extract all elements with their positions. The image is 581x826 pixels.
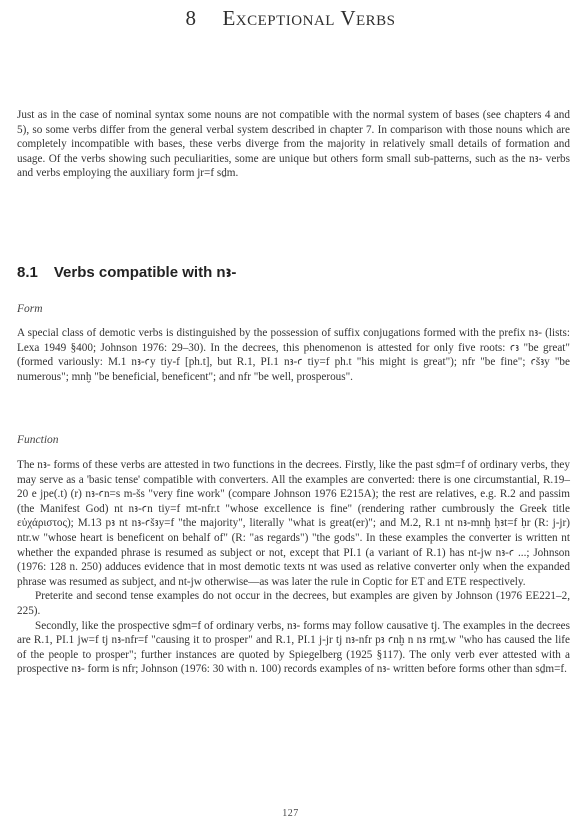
- function-paragraph-2: Preterite and second tense examples do not occur in the decrees, but examples are given by Johnson (1976 EE221–2, 225).: [17, 590, 570, 617]
- function-paragraph-3: Secondly, like the prospective sḏm=f of ordinary verbs, nꜣ- forms may follow causative tj. The examples in the decrees are R.1, PI.1 jw=f tj nꜣ-nfr=f "causing it to prosper" and R.1, PI.1 j-jr tj nꜣ-nfr pꜣ ꜥnḫ n nꜣ rmṯ.w "who has caused the life of the people to prosper"; further instances are quoted by Spiegelberg (1925 §117). The only verb ever attested with a prospective nꜣ- form is nfr; Johnson (1976: 30 with n. 100) records examples of nꜣ- written before forms other than sḏm=f.: [17, 619, 570, 676]
- section-number: 8.1: [17, 264, 38, 281]
- chapter-name: Exceptional Verbs: [222, 6, 396, 30]
- intro-paragraph: Just as in the case of nominal syntax some nouns are not compatible with the normal system of bases (see chapters 4 and 5), so some verbs differ from the general verbal system described in chapter 7. In comparison with those nouns which are completely incompatible with bases, these verbs diverge from the majority in relatively small details of formation and usage. Of the verbs showing such peculiarities, some are unique but others form small sub-patterns, such as the nꜣ- verbs and verbs employing the auxiliary form jr=f sḏm.: [17, 109, 570, 180]
- form-heading: Form: [17, 303, 43, 315]
- function-heading: Function: [17, 434, 59, 446]
- section-heading: [17, 263, 236, 281]
- function-text: [17, 458, 570, 677]
- form-paragraph: A special class of demotic verbs is distinguished by the possession of suffix conjugations formed with the prefix nꜣ- (lists: Lexa 1949 §400; Johnson 1976: 29–30). In the decrees, this phenomenon is attested for only five roots: ꜥꜣ "be great" (formed variously: M.1 nꜣ-ꜥy tiy-f [ph.t], but R.1, PI.1 nꜣ-ꜥ tiy=f ph.t "his might is great"); nfr "be fine"; ꜥšꜣy "be numerous"; mnḫ "be beneficial, beneficent"; and nfr "be well, prosperous".: [17, 327, 570, 383]
- chapter-title: [0, 6, 581, 31]
- intro-text: [17, 108, 570, 181]
- chapter-number: 8: [185, 6, 197, 30]
- form-text: [17, 326, 570, 384]
- page-number: 127: [282, 808, 299, 819]
- function-paragraph-1: The nꜣ- forms of these verbs are attested in two functions in the decrees. Firstly, like the past sḏm=f of ordinary verbs, they may serve as a 'basic tense' compatible with converters. All the examples are converted: there is one circumstantial, R.19–20 e jpe(.t) (r) nꜣ-ꜥn=s m-šs "very fine work" (compare Johnson 1976 E215A); the rest are relatives, e.g. R.2 and passim (the Manifest God) nt nꜣ-ꜥn tiy=f mt-nfr.t "whose excellence is fine" (rendering rather cumbrously the Greek title εὐχάριστος); M.13 pꜣ nt nꜣ-ꜥšꜣy=f "the majority", literally "what is great(er)"; and M.2, R.1 nt nꜣ-mnḫ ḥꜣt=f ḥr (R: j-jr) ntr.w "whose heart is beneficent on behalf of" (R: "as regards") "the gods". In these examples the converter is written nt whether the expanded phrase is resumed as subject or not, except that PI.1 (a variant of R.1) has nt-jw nꜣ-ꜥ ...; Johnson (1976: 128 n. 250) adduces evidence that in most demotic texts nt was used as relative converter only when the expanded phrase was resumed as subject, and nt-jw otherwise—as was later the rule in Coptic for ET and ETE respectively.: [17, 459, 570, 588]
- section-title: Verbs compatible with nꜣ-: [53, 264, 237, 281]
